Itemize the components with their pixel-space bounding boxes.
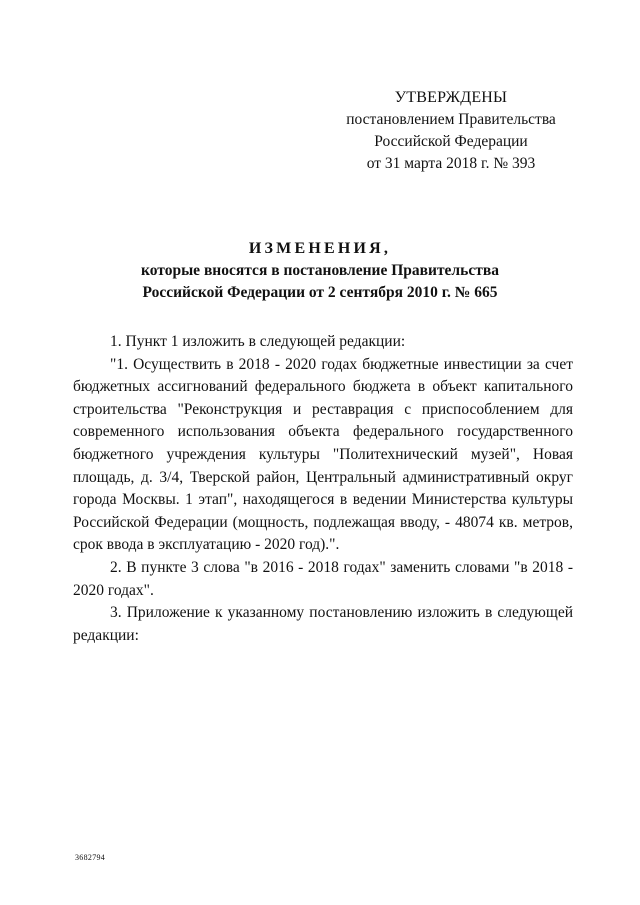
approval-line-2: Российской Федерации	[374, 133, 528, 150]
paragraph-2: "1. Осуществить в 2018 - 2020 годах бюджетные инвестиции за счет бюджетных ассигнований федерального бюджета в объект капитального строительства "Реконструкция и реставрация с приспособлением для современного использования объекта федерального государственного бюджетного учреждения культуры "Политехнический музей", Новая площадь, д. 3/4, Тверской район, Центральный административный округ города Москвы. 1 этап", находящегося в ведении Министерства культуры Российской Федерации (мощность, подлежащая вводу, - 48074 кв. метров, срок ввода в эксплуатацию - 2020 год).".	[73, 355, 573, 554]
approval-line-3: от 31 марта 2018 г. № 393	[366, 155, 536, 172]
approval-stamp-block	[330, 87, 572, 175]
document-body	[73, 331, 573, 647]
document-subtitle-line-1: которые вносятся в постановление Правительства	[141, 262, 499, 279]
document-title-block	[80, 238, 560, 304]
approval-heading: УТВЕРЖДЕНЫ	[394, 89, 508, 106]
paragraph-4: 3. Приложение к указанному постановлению изложить в следующей редакции:	[73, 604, 573, 644]
footer-document-code: 3682794	[75, 853, 106, 862]
paragraph-1: 1. Пункт 1 изложить в следующей редакции:	[110, 333, 406, 350]
paragraph-3: 2. В пункте 3 слова "в 2016 - 2018 годах" заменить словами "в 2018 - 2020 годах".	[73, 558, 573, 599]
document-subtitle-line-2: Российской Федерации от 2 сентября 2010 г. № 665	[142, 284, 498, 301]
approval-line-1: постановлением Правительства	[346, 111, 556, 128]
document-title: ИЗМЕНЕНИЯ,	[248, 240, 392, 257]
